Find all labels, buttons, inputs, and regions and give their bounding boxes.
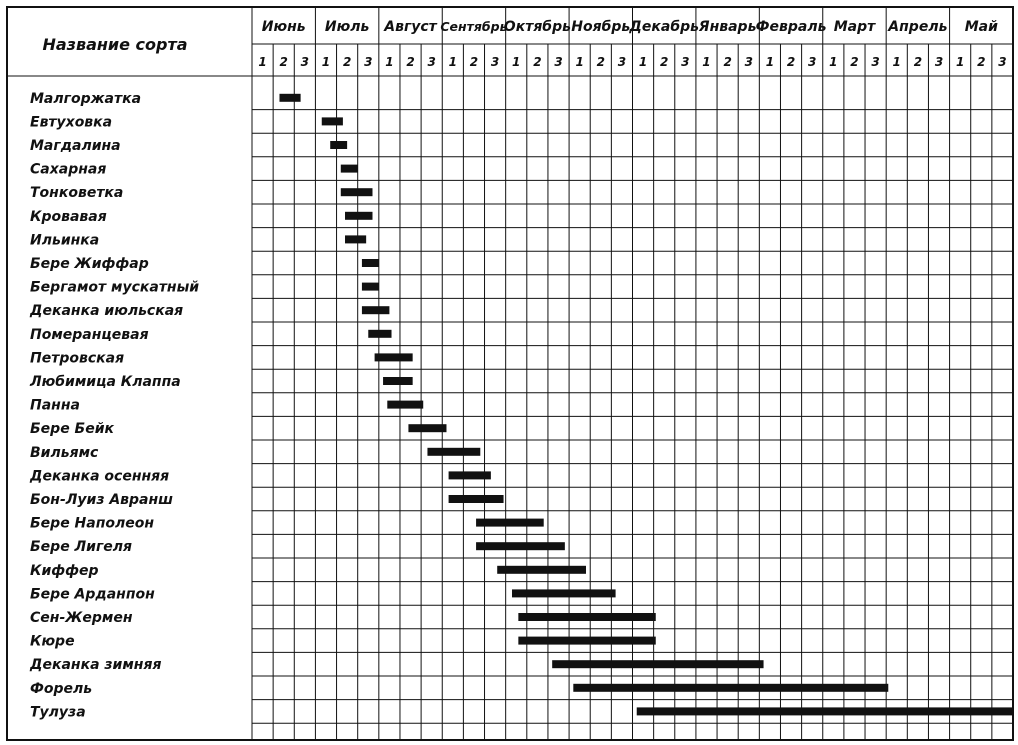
variety-label: Вильямс	[30, 444, 99, 461]
variety-label: Форель	[30, 680, 93, 697]
decade-label: 2	[469, 55, 479, 69]
ripening-bar	[322, 117, 343, 125]
variety-label: Деканка июльская	[30, 303, 184, 320]
ripening-bar	[383, 377, 413, 385]
variety-label: Ильинка	[30, 232, 100, 249]
month-label: Февраль	[755, 19, 827, 35]
variety-label: Бере Арданпон	[30, 586, 155, 603]
ripening-bar	[449, 471, 491, 479]
decade-label: 1	[448, 55, 457, 69]
decade-label: 2	[406, 55, 415, 69]
ripening-bar	[573, 684, 888, 692]
ripening-bar	[387, 401, 423, 409]
month-label: Июнь	[261, 19, 306, 35]
decade-label: 2	[850, 55, 859, 69]
month-label: Март	[833, 19, 876, 35]
variety-label: Деканка осенняя	[30, 468, 170, 485]
ripening-bar	[476, 542, 565, 550]
ripening-bar	[518, 637, 655, 645]
decade-label: 3	[490, 55, 500, 69]
variety-label: Сен-Жермен	[30, 610, 133, 626]
variety-label: Сахарная	[30, 161, 107, 178]
ripening-bar	[368, 330, 391, 338]
decade-label: 1	[892, 55, 901, 69]
month-label: Октябрь	[503, 19, 571, 35]
ripening-bar	[362, 306, 389, 314]
ripening-bar	[497, 566, 586, 574]
decade-label: 3	[300, 55, 310, 69]
month-label: Май	[964, 19, 998, 35]
variety-header: Название сорта	[42, 35, 188, 54]
variety-label: Деканка зимняя	[30, 657, 162, 674]
variety-label: Померанцевая	[30, 326, 149, 343]
decade-label: 3	[871, 55, 880, 69]
decade-label: 1	[765, 55, 775, 69]
variety-label: Бере Бейк	[30, 421, 115, 438]
decade-label: 1	[321, 55, 331, 69]
decade-label: 1	[955, 55, 965, 69]
decade-label: 1	[702, 55, 711, 69]
ripening-bar	[345, 235, 366, 243]
variety-label: Петровская	[30, 350, 125, 367]
variety-label: Бон-Луиз Авранш	[30, 492, 174, 508]
variety-label: Кровавая	[30, 208, 107, 225]
ripening-bar	[362, 259, 379, 267]
decade-label: 3	[744, 55, 753, 69]
variety-label: Панна	[30, 397, 80, 414]
ripening-bar	[552, 660, 763, 668]
decade-label: 2	[723, 55, 732, 69]
variety-label: Малгоржатка	[30, 90, 142, 107]
month-label: Август	[384, 19, 437, 35]
decade-label: 3	[427, 55, 436, 69]
variety-label: Магдалина	[30, 138, 121, 154]
variety-label: Любимица Клаппа	[30, 374, 181, 390]
decade-label: 1	[258, 55, 267, 69]
decade-label: 3	[617, 55, 627, 69]
decade-label: 2	[977, 55, 986, 69]
decade-label: 1	[829, 55, 838, 69]
ripening-bar	[408, 424, 446, 432]
ripening-bar	[518, 613, 655, 621]
variety-label: Тулуза	[30, 704, 86, 721]
ripening-bar	[449, 495, 504, 503]
decade-label: 3	[554, 55, 563, 69]
decade-label: 3	[998, 55, 1007, 69]
decade-label: 3	[364, 55, 373, 69]
ripening-bar	[345, 212, 372, 220]
month-label: Ноябрь	[571, 19, 631, 35]
decade-label: 2	[660, 55, 669, 69]
decade-label: 2	[596, 55, 605, 69]
decade-label: 3	[808, 55, 817, 69]
ripening-bar	[427, 448, 480, 456]
ripening-bar	[341, 188, 373, 196]
variety-label: Бере Наполеон	[30, 515, 155, 532]
variety-label: Тонковетка	[30, 185, 124, 202]
decade-label: 1	[385, 55, 394, 69]
decade-label: 2	[342, 55, 352, 69]
month-label: Сентябрь	[440, 19, 508, 34]
variety-label: Евтуховка	[30, 114, 113, 131]
ripening-bar	[330, 141, 347, 149]
variety-label: Киффер	[30, 562, 99, 579]
ripening-bar	[279, 94, 300, 102]
ripening-bar	[637, 707, 1013, 715]
decade-label: 3	[681, 55, 690, 69]
variety-label: Бере Жиффар	[30, 256, 149, 272]
variety-label: Кюре	[30, 633, 75, 650]
ripening-bar	[341, 165, 358, 173]
decade-label: 1	[512, 55, 521, 69]
ripening-bar	[362, 283, 379, 291]
decade-label: 2	[533, 55, 542, 69]
decade-label: 2	[913, 55, 923, 69]
decade-label: 3	[934, 55, 944, 69]
ripening-bar	[375, 353, 413, 361]
variety-label: Бергамот мускатный	[30, 279, 200, 296]
month-label: Апрель	[888, 19, 948, 35]
ripening-bar	[476, 519, 544, 527]
decade-label: 2	[786, 55, 796, 69]
variety-label: Бере Лигеля	[30, 539, 133, 556]
decade-label: 1	[575, 55, 584, 69]
month-label: Январь	[698, 19, 757, 35]
month-label: Декабрь	[629, 19, 699, 35]
decade-label: 1	[638, 55, 648, 69]
ripening-bar	[512, 589, 616, 597]
month-label: Июль	[324, 19, 370, 35]
decade-label: 2	[279, 55, 288, 69]
bars	[279, 94, 1013, 716]
